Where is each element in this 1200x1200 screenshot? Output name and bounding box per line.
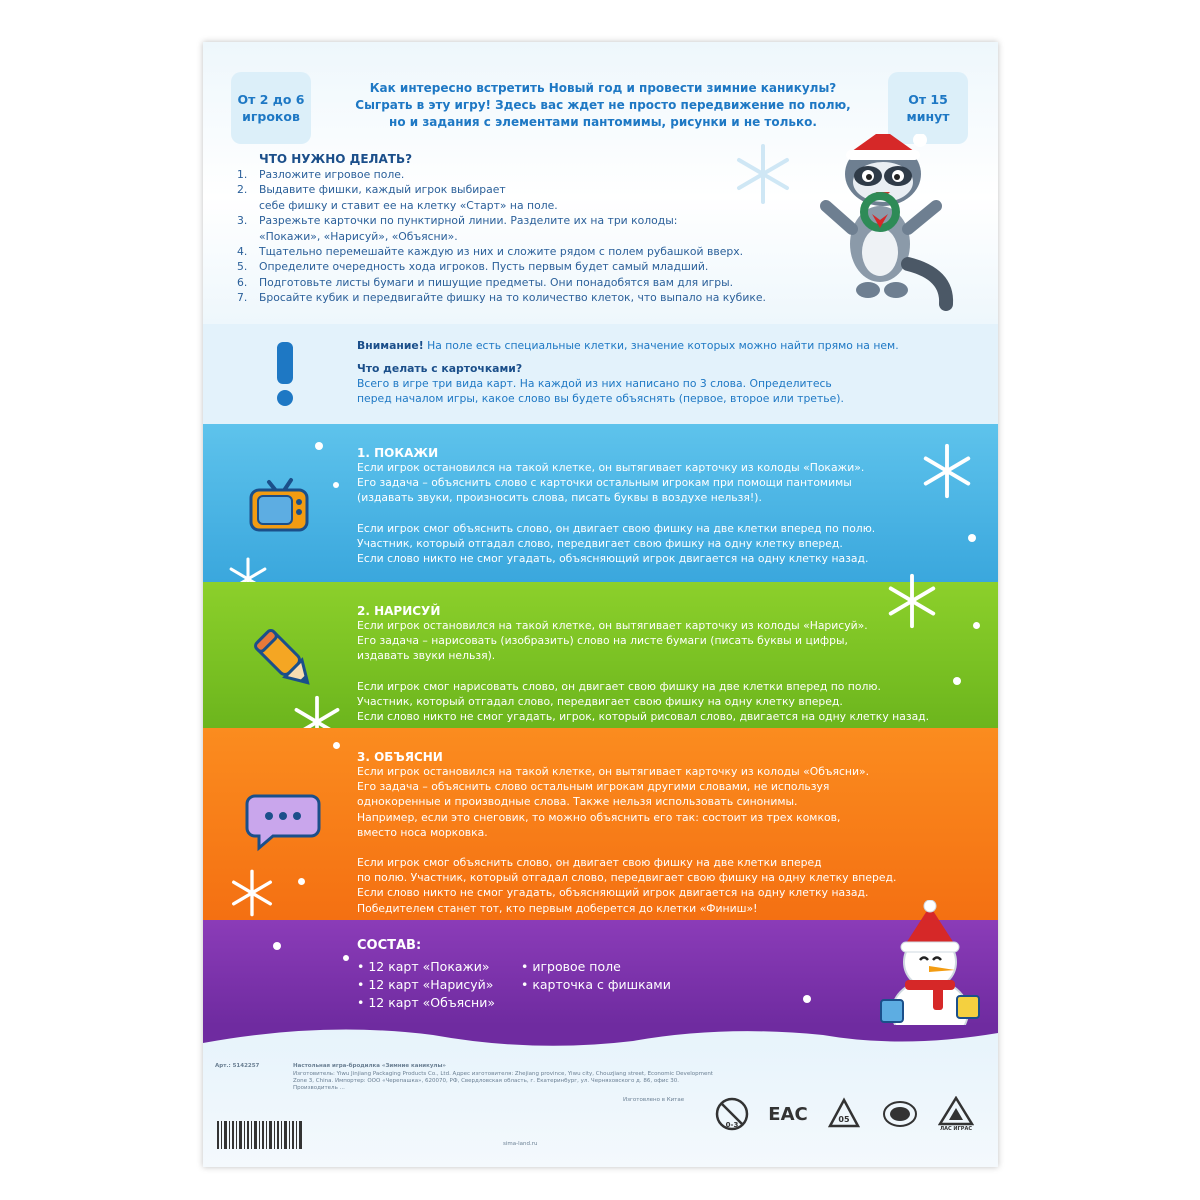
step-number: 4.	[237, 245, 248, 259]
step-text: Бросайте кубик и передвигайте фишку на то количество клеток, что выпало на кубике.	[259, 291, 766, 305]
snowflake-icon	[731, 142, 795, 206]
step-item	[237, 275, 857, 290]
snowdrift-decoration	[203, 1025, 998, 1055]
made-in: Изготовлено в Китае	[623, 1097, 685, 1103]
step-item	[237, 290, 857, 305]
step-number: 7.	[237, 291, 248, 305]
svg-text:0-3: 0-3	[725, 1121, 739, 1129]
step-text: Подготовьте листы бумаги и пишущие предметы. Они понадобятся вам для игры.	[259, 275, 734, 289]
cards-line: Всего в игре три вида карт. На каждой из них написано по 3 слова. Определитесь	[357, 377, 832, 390]
exclamation-icon	[255, 338, 315, 408]
section-line: Если игрок остановился на такой клетке, он вытягивает карточку из колоды «Нарисуй».	[357, 619, 868, 632]
age-warning-icon	[713, 1095, 751, 1133]
eac-mark: EAC	[768, 1103, 808, 1125]
section-line: Если слово никто не смог угадать, игрок, который рисовал слово, двигается на одну клетку назад.	[357, 710, 930, 724]
step-number: 5.	[237, 260, 248, 274]
contents-item: • 12 карт «Объясни»	[357, 995, 495, 1010]
attention-label: Внимание!	[357, 339, 424, 352]
section-line: Участник, который отгадал слово, передвигает свою фишку на одну клетку вперед.	[357, 536, 843, 550]
contents-item: • 12 карт «Нарисуй»	[357, 977, 494, 992]
rules-title: ЧТО НУЖНО ДЕЛАТЬ?	[259, 152, 413, 166]
article-number: Арт.: 5142257	[215, 1063, 260, 1069]
step-text: Определите очередность хода игроков. Пусть первым будет самый младший.	[259, 260, 709, 274]
section-line: Если игрок смог объяснить слово, он двигает свою фишку на две клетки вперед по полю.	[357, 521, 876, 535]
section-title: 1. ПОКАЖИ	[357, 446, 439, 460]
section-line: Победителем станет тот, кто первым доберется до клетки «Финиш»!	[357, 901, 758, 915]
players-label: игроков	[242, 109, 300, 124]
contents-list-left	[357, 958, 495, 1012]
section-line: издавать звуки нельзя).	[357, 649, 496, 663]
barcode-icon	[215, 1121, 307, 1155]
section-line: Если игрок смог нарисовать слово, он двигает свою фишку на две клетки вперед по полю.	[357, 679, 881, 693]
attention-line	[357, 338, 967, 353]
step-number: 6.	[237, 275, 248, 289]
contents-item: • игровое поле	[521, 959, 621, 974]
step-number	[237, 198, 259, 213]
rules-sheet	[203, 42, 998, 1167]
contents-item: • 12 карт «Покажи»	[357, 959, 490, 974]
step-number: 2.	[237, 183, 248, 197]
step-item	[237, 244, 857, 259]
section-line: Например, если это снеговик, то можно объяснить его так: состоит из трех комков,	[357, 810, 841, 824]
section-line: Если слово никто не смог угадать, объясняющий игрок двигается на одну клетку назад.	[357, 886, 869, 900]
cards-title: Что делать с карточками?	[357, 362, 523, 375]
step-text: «Покажи», «Нарисуй», «Объясни».	[259, 229, 458, 243]
step-item	[237, 259, 857, 274]
top-section	[203, 42, 998, 324]
footer-section	[203, 1025, 998, 1167]
section-line: Участник, который отгадал слово, передвигает свою фишку на одну клетку вперед.	[357, 694, 843, 708]
raccoon-mascot-icon	[808, 134, 958, 314]
attention-text	[357, 338, 967, 406]
attention-section	[203, 324, 998, 424]
step-number: 3.	[237, 214, 248, 228]
intro-line: но и задания с элементами пантомимы, рисунки и не только.	[389, 115, 817, 129]
speech-bubble-icon	[245, 788, 321, 852]
section-line: по полю. Участник, который отгадал слово, передвигает свою фишку на одну клетку вперед.	[357, 871, 897, 885]
step-text: Разрежьте карточки по пунктирной линии. Разделите их на три колоды:	[259, 214, 678, 228]
section-line: Если слово никто не смог угадать, объясняющий игрок двигается на одну клетку назад.	[357, 552, 869, 566]
section-line: вместо носа морковка.	[357, 825, 488, 839]
step-number	[237, 229, 259, 244]
brand-logo-icon	[937, 1095, 975, 1133]
intro-line: Сыграть в эту игру! Здесь вас ждет не просто передвижение по полю,	[355, 98, 851, 112]
intro-line: Как интересно встретить Новый год и провести зимние каникулы?	[369, 81, 837, 95]
section-line: Если игрок остановился на такой клетке, он вытягивает карточку из колоды «Покажи».	[357, 461, 865, 474]
pencil-icon	[245, 620, 325, 700]
step-text: Разложите игровое поле.	[259, 168, 405, 181]
step-text: Выдавите фишки, каждый игрок выбирает	[259, 183, 506, 197]
section-line: Его задача – объяснить слово с карточки остальным игрокам при помощи пантомимы	[357, 476, 852, 490]
time-count: От 15	[908, 92, 948, 107]
section-explain	[203, 728, 998, 920]
section-line: Его задача – объяснить слово остальным игрокам другими словами, не используя	[357, 780, 830, 794]
step-number: 1.	[237, 168, 248, 181]
contents-title: СОСТАВ:	[357, 938, 422, 953]
step-text: себе фишку и ставит ее на клетку «Старт» на поле.	[259, 198, 558, 212]
step-item	[237, 213, 857, 228]
manufacturer-info: Изготовитель: Yiwu Jinjiang Packaging Products Co., Ltd. Адрес изготовителя: Zhejiang province, Yiwu city, Chouzjiang street, Economic Development Zone 3, China. Импортер: ООО «Черепашка», 620070, РФ, Свердловская область, г. Екатеринбург, ул. Черняховского д. 86, офис 30. Производитель ...	[293, 1071, 713, 1091]
contents-item: • карточка с фишками	[521, 977, 671, 992]
players-count: От 2 до 6	[237, 92, 305, 107]
intro-text	[323, 80, 883, 131]
section-title: 3. ОБЪЯСНИ	[357, 750, 443, 764]
section-show	[203, 424, 998, 582]
certification-marks	[713, 1095, 975, 1133]
section-line: однокоренные и производные слова. Также нельзя использовать синонимы.	[357, 795, 798, 809]
snowflake-icon	[883, 572, 941, 630]
tv-icon	[245, 474, 315, 538]
recycle-icon	[825, 1095, 863, 1133]
section-title: 2. НАРИСУЙ	[357, 604, 441, 618]
section-line: Его задача – нарисовать (изобразить) слово на листе бумаги (писать буквы и цифры,	[357, 634, 848, 648]
snowflake-icon	[918, 442, 976, 500]
attention-body: На поле есть специальные клетки, значение которых можно найти прямо на нем.	[423, 339, 899, 352]
product-name: Настольная игра-бродилка «Зимние каникулы»	[293, 1063, 446, 1069]
section-draw	[203, 582, 998, 728]
section-body	[357, 750, 957, 916]
snowflake-icon	[227, 868, 277, 918]
contents-list-right	[521, 958, 671, 994]
step-text: Тщательно перемешайте каждую из них и сложите рядом с полем рубашкой вверх.	[259, 245, 744, 259]
players-badge	[231, 72, 311, 144]
brand-name: ЛАС ИГРАС	[939, 1126, 972, 1132]
time-label: минут	[906, 109, 950, 124]
section-body	[357, 446, 957, 566]
site-link[interactable]: sima-land.ru	[503, 1141, 538, 1147]
step-item	[237, 229, 857, 244]
section-line: (издавать звуки, произносить слова, писать буквы в воздухе нельзя!).	[357, 491, 762, 505]
cards-line: перед началом игры, какое слово вы будете объяснять (первое, второе или третье).	[357, 392, 844, 405]
section-line: Если игрок остановился на такой клетке, он вытягивает карточку из колоды «Объясни».	[357, 765, 870, 778]
section-body	[357, 604, 957, 724]
sima-land-seal-icon	[881, 1095, 919, 1133]
section-line: Если игрок смог объяснить слово, он двигает свою фишку на две клетки вперед	[357, 856, 822, 870]
svg-text:05: 05	[838, 1115, 850, 1124]
